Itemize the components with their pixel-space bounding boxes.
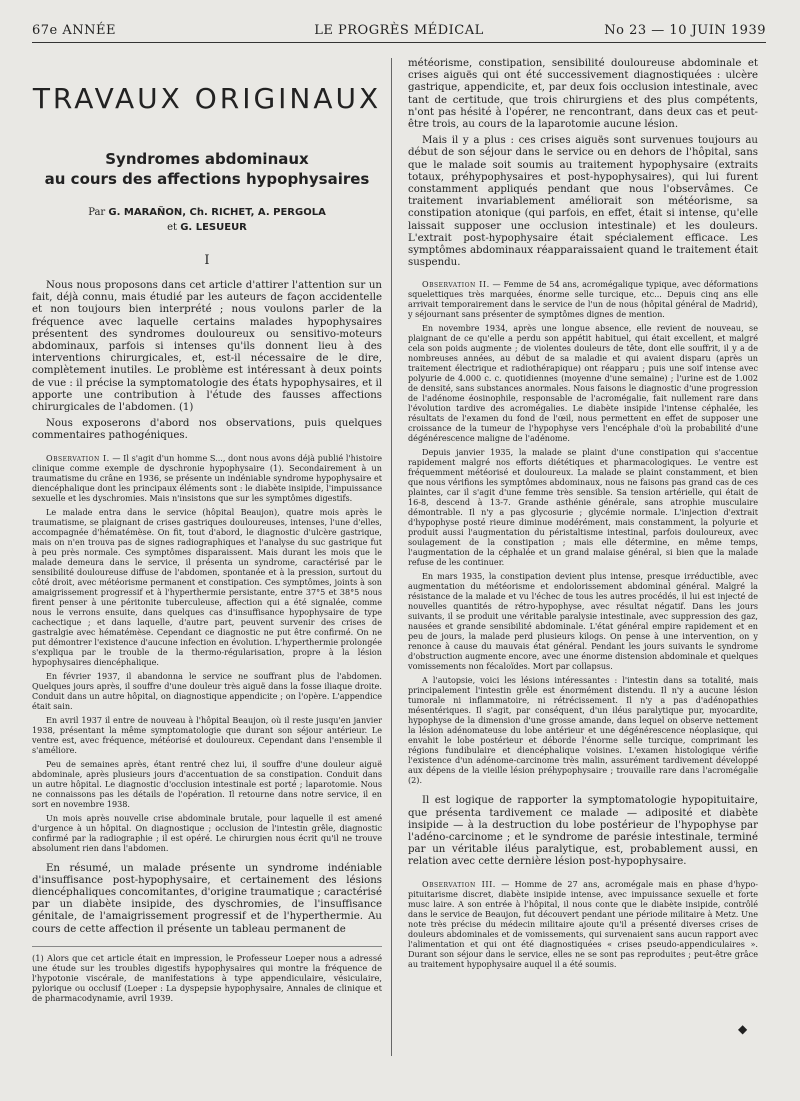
section-heading: TRAVAUX ORIGINAUX [32, 82, 382, 115]
intro-paragraph-1: Nous nous proposons dans cet article d'attirer l'attention sur un fait, déjà connu, mais étudié par les auteurs de façon accidentelle et non toujours bien interprété ; nous voulons parler de la fréquence avec laquelle certains malades hypophysaires présentent des syndromes douloureux ou sensitivo-moteurs abdominaux, parfois si intenses qu'ils donnent lieu à des interventions chirurgicales, et, est-il nécessaire de le dire, complètement inutiles. Le problème est intéressant à deux points de vue : il précise la symptomatologie des états hypophysaires, et il apporte une contribution à l'étude des fausses affections chirurgicales de l'abdomen. (1) [32, 280, 382, 414]
observation-2-paragraph-5: A l'autopsie, voici les lésions intéressantes : l'intestin dans sa totalité, mais principalement l'intestin grêle est énormément distendu. Il n'y a aucune lésion tumorale ni inflammatoire, ni rétrécissement. Il n'y a pas d'adénopathies mésentériques. Il s'agit, par conséquent, d'un iléus paralytique pur, myocardite, hypophyse de la dimension d'une grosse amande, dans lequel on observe nettement la lésion adénomateuse du lobe antérieur et une dégénérescence néoplasique, qui envahit le lobe postérieur et déborde l'énorme selle turcique, comprimant les régions fundibulaire et diencéphalique voisines. L'examen histologique vérifie l'existence d'un adénome-carcinome très malin, assurément tardivement développé aux dépens de la vieille lésion préhypophysaire ; trouvaille rare dans l'acromégalie (2). [408, 675, 758, 786]
observation-1-paragraph-1: Observation I. — Il s'agit d'un homme S..., dont nous avons déjà publié l'histoire clinique comme exemple de dyschronie hypophysaire (1). Secondairement à un traumatisme du crâne en 1936, se présente un indéniable syndrome hypophysaire et diencéphalique dont les principaux éléments sont : le diabète insipide, l'impuissance sexuelle et les dyschromies. Mais n'insistons que sur les symptômes digestifs. [32, 452, 383, 503]
right-column [408, 58, 758, 973]
observation-1-paragraph-2: Le malade entra dans le service (hôpital Beaujon), quatre mois après le traumatisme, se plaignant de crises gastriques douloureuses, intenses, l'une d'elles, accompagnée d'hématémèse. On fit, tout d'abord, le diagnostic d'ulcère gastrique, mais on n'en trouva pas de signes radiographiques et l'analyse du suc gastrique fut à peu près normale. Ces symptômes disparaissent. Mais durant les mois que le malade demeura dans le service, il présenta un syndrome, caractérisé par le sensibilité douloureuse diffuse de l'abdomen, spontanée et à la pression, surtout du côté droit, avec météorisme permanent et constipation. Ces symptômes, joints à son amaigrissement progressif et à l'hyperthermie persistante, entre 37°5 et 38°5 nous firent penser à une péritonite tuberculeuse, affection qui a été signalée, comme nous le verrons ensuite, dans quelques cas d'insuffisance hypophysaire de type cachectique ; et dans laquelle, d'autre part, peuvent survenir des crises de gastralgie avec hématémèse. Cependant ce diagnostic ne put être confirmé. On ne put démontrer l'existence d'aucune infection en évolution. L'hyperthermie prolongée s'expliqua par le trouble de la thermo-régularisation, propre à la lésion hypophysaires diencéphalique. [32, 506, 382, 667]
header-year: 67e ANNÉE [32, 23, 116, 38]
observation-2-paragraph-4: En mars 1935, la constipation devient plus intense, presque irréductible, avec augmentation du météorisme et endolorissement abdominal général. Malgré la résistance de la malade et vu l'échec de tous les autres procédés, il lui est injecté de nouvelles quantités de rétro-hypophyse, avec résultat négatif. Dans les jours suivants, il se produit une véritable paralysie intestinale, avec suppression des gaz, nausées et grande sensibilité abdominale. L'état général empire rapidement et en peu de jours, la malade perd plusieurs kilogs. On pense à une intervention, on y renonce à cause du mauvais état général. Pendant les jours suivants le syndrome d'obstruction augmente encore, avec une énorme distension abdominale et quelques vomissements non fécaloïdes. Mort par collapsus. [408, 571, 758, 672]
continuation-paragraph-1: météorisme, constipation, sensibilité douloureuse abdominale et crises aiguës qui ont été successivement diagnostiquées : ulcère gastrique, appendicite, et, par deux fois occlusion intestinale, avec tant de certitude, que trois chirurgiens et des plus compétents, n'ont pas hésité à l'opérer, ne rencontrant, dans deux cas et peut-être trois, au cours de la laparotomie aucune lésion. [408, 58, 758, 131]
observation-2-paragraph-2: En novembre 1934, après une longue absence, elle revient de nouveau, se plaignant de ce qu'elle a perdu son appétit habituel, qui était excellent, et malgré cela son poids augmente ; de violentes douleurs de tête, dont elle souffrit, il y a de nombreuses années, au début de sa maladie et qui avaient disparu (après un traitement électrique et radiothérapique) ont réapparu ; puis une soif intense avec polyurie de 4.000 c. c. quotidiennes (moyenne d'une semaine) ; l'urine est de 1.002 de densité, sans substances anormales. Nous faisons le diagnostic d'une progression de l'adénome éosinophile, responsable de l'acromégalie, fait nullement rare dans l'évolution tardive des acromégalies. Le diabète insipide l'intense céphalée, les résultats de l'examen du fond de l'œil, nous permettent en effet de supposer une croissance de la tumeur de l'hypophyse vers l'encéphale d'où la probabilité d'une dégénérescence maligne de l'adénome. [408, 323, 758, 444]
running-header [32, 20, 766, 43]
end-mark: ◆ [738, 1022, 748, 1036]
intro-paragraph-2: Nous exposerons d'abord nos observations, puis quelques commentaires pathogéniques. [32, 418, 382, 442]
continuation-paragraph-2: Mais il y a plus : ces crises aiguës sont survenues toujours au début de son séjour dans le service ou en dehors de l'hôpital, sans que le malade soit soumis au traitement hypophysaire (extraits totaux, préhypophysaires et post-hypophysaires), qui lui furent constamment appliqués pendant que nous l'observâmes. Ce traitement invariablement améliorait son météorisme, sa constipation atonique (qui parfois, en effet, était si intense, qu'elle laissait supposer une occlusion intestinale) et les douleurs. L'extrait post-hypophysaire était spécialement efficace. Les symptômes abdominaux réapparaissaient quand le traitement était suspendu. [408, 135, 758, 269]
article-authors [32, 205, 382, 235]
observation-2-paragraph-3: Depuis janvier 1935, la malade se plaint d'une constipation qui s'accentue rapidement malgré nos efforts diététiques et pharmacologiques. Le ventre est fréquemment météorisé et douloureux. La malade se plaint constamment, et bien que nous vérifions les symptômes abdominaux, nous ne faisons pas grand cas de ces plaintes, car il s'agit d'une femme très sensible. Sa tension artérielle, qui était de 16-8, descend à 13-7. Grande asthénie générale, sans atrophie musculaire démontrable. Il n'y a pas glycosurie ; glycémie normale. L'injection d'extrait d'hypophyse posté rieure diminue modérément, mais constamment, la polyurie et produit aussi l'augmentation du péristaltisme intestinal, parfois douloureux, avec soulagement de la constipation ; mais elle détermine, en même temps, l'augmentation de la céphalée et un grand malaise général, si bien que la malade refuse de les continuer. [408, 447, 758, 568]
observation-3-label: Observation III. [422, 878, 496, 889]
column-divider [391, 58, 392, 1056]
observation-3-paragraph-1: Observation III. — Homme de 27 ans, acromégale mais en phase d'hypo-pituitarisme discret, diabète insipide intense, avec impuissance sexuelle et forte musc laire. A son entrée à l'hôpital, il nous conte que le diabète insipide, contrôlé dans le service de Beaujon, fut découvert pendant une période militaire à Metz. Une note très précise du médecin militaire ajoute qu'il a présenté diverses crises de douleurs abdominales et de vomissements, qui survenaient sans aucun rapport avec l'alimentation et qui ont été diagnostiquées « crises pseudo-appendiculaires ». Durant son séjour dans le service, elles ne se sont pas reproduites ; peut-être grâce au traitement hypophysaire auquel il a été soumis. [408, 878, 758, 969]
authors-line-1: G. MARAÑON, Ch. RICHET, A. PERGOLA [108, 207, 326, 218]
observation-1-paragraph-3: En février 1937, il abandonna le service ne souffrant plus de l'abdomen. Quelques jours après, il souffre d'une douleur très aiguë dans la fosse iliaque droite. Conduit dans un autre hôpital, on diagnostique appendicite ; on l'opère. L'appendice était sain. [32, 670, 382, 711]
observation-2-paragraph-1: Observation II. — Femme de 54 ans, acromégalique typique, avec déformations squelettiques très marquées, énorme selle turcique, etc... Depuis cinq ans elle arrivait temporairement dans le service de l'un de nous (hôpital général de Madrid), y séjournant sans présenter de symptômes dignes de mention. [408, 279, 758, 320]
header-journal-title: LE PROGRÈS MÉDICAL [314, 23, 484, 38]
article-title-line-2: au cours des affections hypophysaires [44, 170, 370, 188]
left-column [32, 58, 382, 1003]
article-title [32, 149, 382, 189]
observation-1-paragraph-5: Peu de semaines après, étant rentré chez lui, il souffre d'une douleur aiguë abdominale, après plusieurs jours d'accentuation de sa constipation. Conduit dans un autre hôpital. Le diagnostic d'occlusion intestinale est porté ; laparotomie. Nous ne connaissons pas les détails de l'opération. Il retourne dans notre service, il en sort en novembre 1938. [32, 758, 382, 809]
observation-2-label: Observation II. [422, 279, 490, 290]
observation-1-paragraph-6: Un mois après nouvelle crise abdominale brutale, pour laquelle il est amené d'urgence à un hôpital. On diagnostique ; occlusion de l'intestin grêle, diagnostic confirmé par la radiographie ; il est opéré. Le chirurgien nous écrit qu'il ne trouve absolument rien dans l'abdomen. [32, 812, 382, 853]
authors-and: et [167, 222, 178, 233]
observation-1-paragraph-4: En avril 1937 il entre de nouveau à l'hôpital Beaujon, où il reste jusqu'en janvier 1938, présentant la même symptomatologie que durant son séjour antérieur. Le ventre est, avec fréquence, météorisé et douloureux. Cependant dans l'ensemble il s'améliore. [32, 714, 382, 755]
authors-by: Par [88, 207, 106, 218]
section-number: I [204, 253, 210, 268]
authors-line-2: G. LESUEUR [180, 222, 247, 233]
comment-paragraph: Il est logique de rapporter la symptomatologie hypopituitaire, que présenta tardivement ce malade — adiposité et diabète insipide — à la destruction du lobe postérieur de l'hypophyse par l'adéno-carcinome ; et le syndrome de parésie intestinale, terminé par un véritable iléus paralytique, est, probablement aussi, en relation avec cette dernière lésion post-hypophysaire. [408, 795, 758, 868]
summary-paragraph: En résumé, un malade présente un syndrome indéniable d'insuffisance post-hypophysaire, et certainement des lésions diencéphaliques concomitantes, d'origine traumatique ; caractérisé par un diabète insipide, des dyschromies, de l'insuffisance génitale, de l'amaigrissement progressif et de l'hyperthermie. Au cours de cette affection il présente un tableau permanent de [32, 862, 382, 935]
observation-1-label: Observation I. [46, 452, 110, 463]
footnote: (1) Alors que cet article était en impression, le Professeur Loeper nous a adressé une étude sur les troubles digestifs hypophysaires qui montre la fréquence de l'hypotonie viscérale, de manifestations à type appendiculaire, vésiculaire, pylorique ou occlusif (Loeper : La dyspepsie hypophysaire, Annales de clinique et de pharmacodynamie, avril 1939. [32, 946, 382, 1003]
header-issue-date: No 23 — 10 JUIN 1939 [604, 23, 766, 38]
article-title-line-1: Syndromes abdominaux [105, 150, 309, 168]
